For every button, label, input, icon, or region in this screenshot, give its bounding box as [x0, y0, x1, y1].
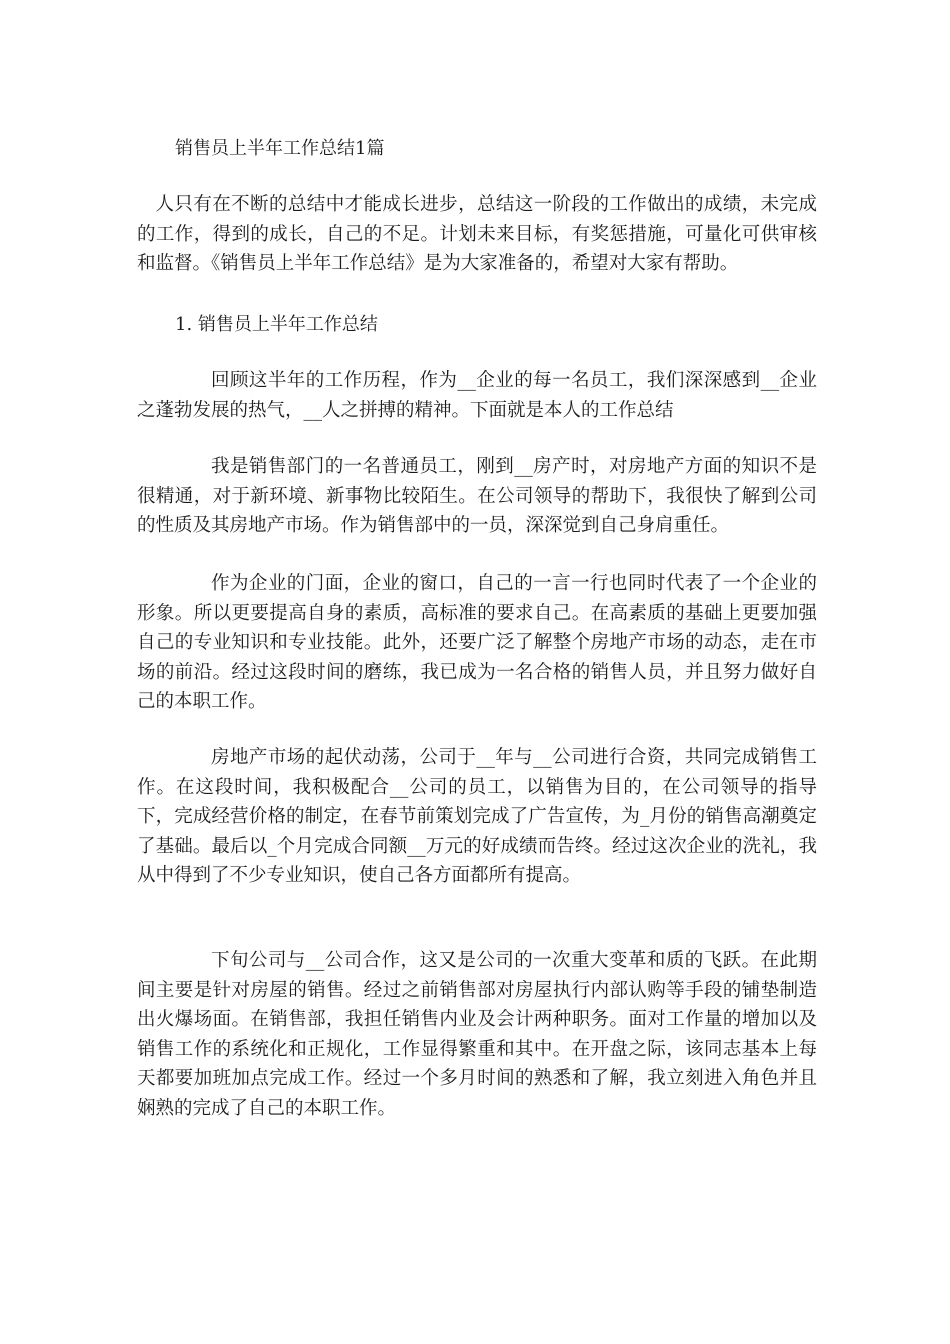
- body-paragraph-2: 我是销售部门的一名普通员工，刚到__房产时，对房地产方面的知识不是很精通，对于新环境、新事物比较陌生。在公司领导的帮助下，我很快了解到公司的性质及其房地产市场。作为销售部中的一员，深深觉到自己身肩重任。: [137, 456, 817, 536]
- intro-paragraph: 人只有在不断的总结中才能成长进步，总结这一阶段的工作做出的成绩，未完成的工作，得到的成长，自己的不足。计划未来目标，有奖惩措施，可量化可供审核和监督。《销售员上半年工作总结》是为大家准备的，希望对大家有帮助。: [137, 194, 817, 274]
- body-paragraph-3: 作为企业的门面，企业的窗口，自己的一言一行也同时代表了一个企业的形象。所以更要提高自身的素质，高标准的要求自己。在高素质的基础上更要加强自己的专业知识和专业技能。此外，还要广泛了解整个房地产市场的动态，走在市场的前沿。经过这段时间的磨练，我已成为一名合格的销售人员，并且努力做好自己的本职工作。: [137, 573, 817, 712]
- section-heading: 1. 销售员上半年工作总结: [175, 314, 378, 335]
- body-paragraph-5: 下旬公司与__公司合作，这又是公司的一次重大变革和质的飞跃。在此期间主要是针对房屋的销售。经过之前销售部对房屋执行内部认购等手段的铺垫制造出火爆场面。在销售部，我担任销售内业及会计两种职务。面对工作量的增加以及销售工作的系统化和正规化，工作显得繁重和其中。在开盘之际，该同志基本上每天都要加班加点完成工作。经过一个多月时间的熟悉和了解，我立刻进入角色并且娴熟的完成了自己的本职工作。: [137, 950, 817, 1119]
- body-paragraph-1: 回顾这半年的工作历程，作为__企业的每一名员工，我们深深感到__企业之蓬勃发展的热气，__人之拼搏的精神。下面就是本人的工作总结: [137, 370, 817, 421]
- document-title: 销售员上半年工作总结1篇: [175, 138, 385, 159]
- body-paragraph-4: 房地产市场的起伏动荡，公司于__年与__公司进行合资，共同完成销售工作。在这段时间，我积极配合__公司的员工，以销售为目的，在公司领导的指导下，完成经营价格的制定，在春节前策划完成了广告宣传，为_月份的销售高潮奠定了基础。最后以_个月完成合同额__万元的好成绩而告终。经过这次企业的洗礼，我从中得到了不少专业知识，使自己各方面都所有提高。: [137, 747, 817, 886]
